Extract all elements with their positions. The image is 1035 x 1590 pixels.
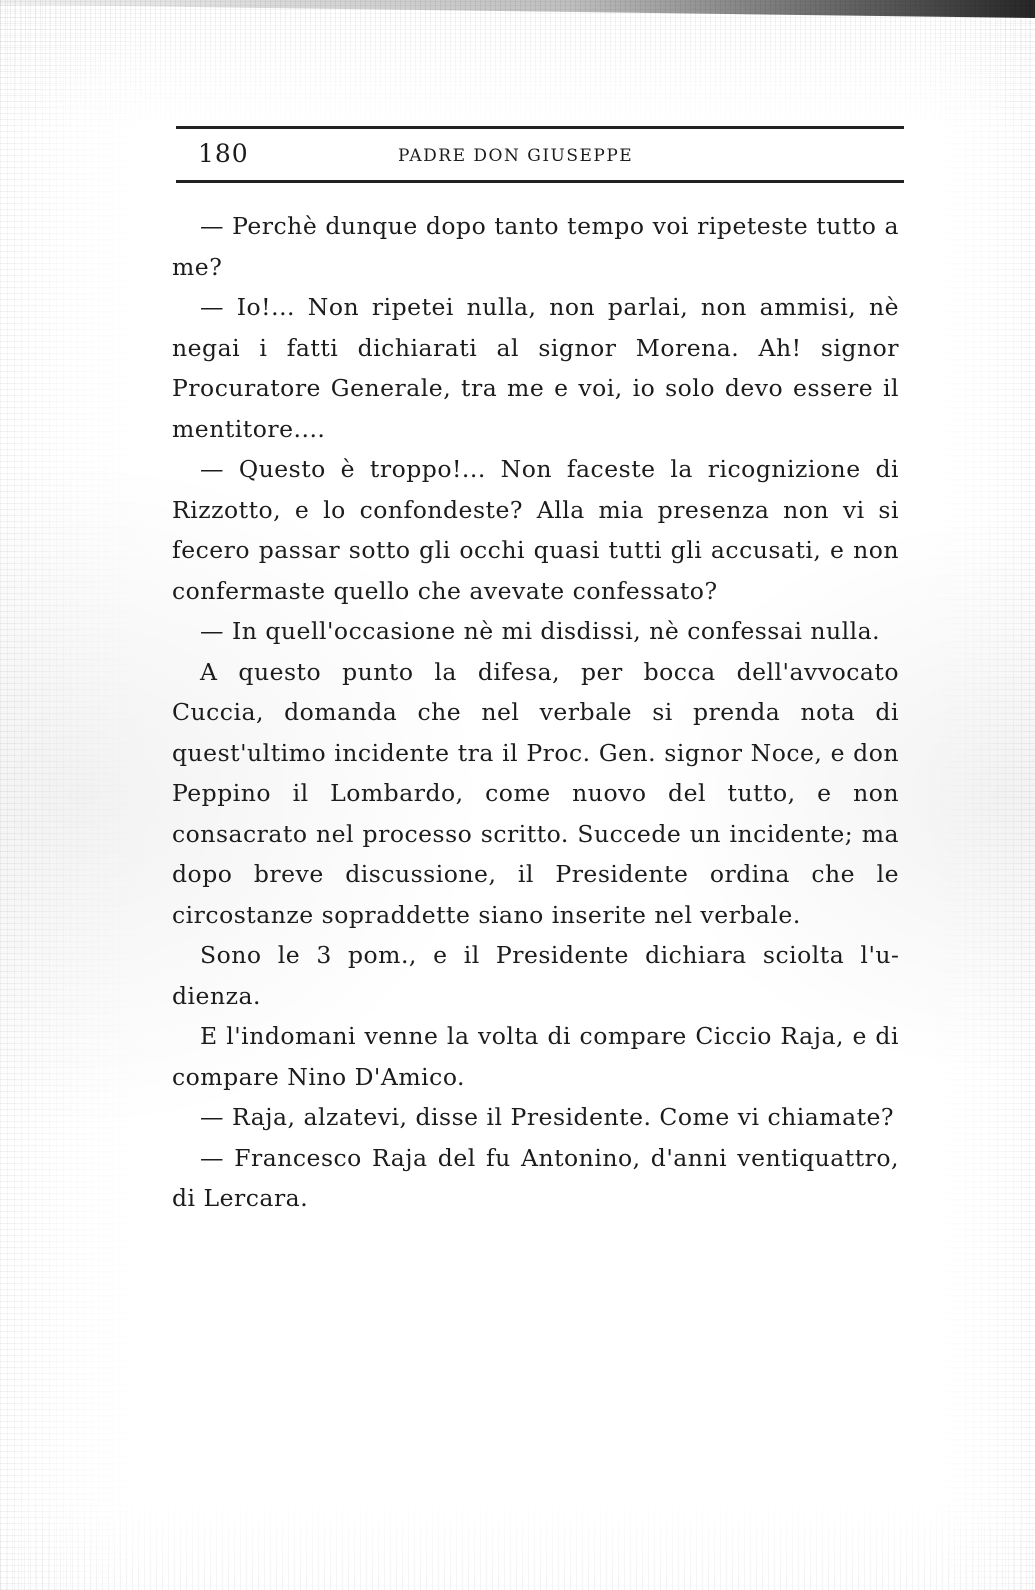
- scan-noise-bottom: [0, 1500, 1035, 1590]
- scan-noise-top: [0, 0, 1035, 130]
- paragraph: — In quell'occasione nè mi disdissi, nè confessai nulla.: [200, 617, 881, 645]
- page-header: [176, 126, 904, 184]
- paragraph: — Questo è troppo!... Non faceste la ricognizione di Rizzotto, e lo confondeste? Alla mia presenza non vi si fecero passar sotto gli occhi quasi tutti gli accusati, e non confermaste quello che avevate confessato?: [172, 455, 899, 605]
- paragraph: Sono le 3 pom., e il Presidente dichiara sciolta l'udienza.: [172, 941, 899, 1010]
- paragraph: E l'indomani venne la volta di compare Ciccio Raja, e di compare Nino D'Amico.: [172, 1022, 899, 1091]
- scan-noise-left: [0, 0, 150, 1590]
- running-title: PADRE DON GIUSEPPE: [398, 146, 634, 166]
- paragraph: — Raja, alzatevi, disse il Presidente. Come vi chiamate?: [200, 1103, 895, 1131]
- header-rule-top: [176, 126, 904, 129]
- scan-noise-right: [925, 0, 1035, 1590]
- page-number: 180: [198, 139, 249, 168]
- scan-top-edge: [0, 0, 1035, 18]
- header-rule-bottom: [176, 180, 904, 183]
- paragraph: — Perchè dunque dopo tanto tempo voi ripeteste tutto a me?: [172, 212, 899, 281]
- body-text: [172, 206, 899, 1219]
- paragraph: — Io!... Non ripetei nulla, non parlai, non ammisi, nè negai i fatti dichiarati al signor Morena. Ah! signor Procuratore Generale, tra me e voi, io solo devo essere il mentitore....: [172, 293, 899, 443]
- paragraph: — Francesco Raja del fu Antonino, d'anni ventiquattro, di Lercara.: [172, 1143, 899, 1212]
- paragraph: A questo punto la difesa, per bocca dell'avvocato Cuccia, domanda che nel verbale si prenda nota di quest'ultimo incidente tra il Proc. Gen. signor Noce, e don Peppino il Lombardo, come nuovo del tutto, e non consacrato nel processo scritto. Succede un incidente; ma dopo breve discussione, il Presidente ordina che le circostanze sopraddette siano inserite nel verbale.: [172, 657, 899, 929]
